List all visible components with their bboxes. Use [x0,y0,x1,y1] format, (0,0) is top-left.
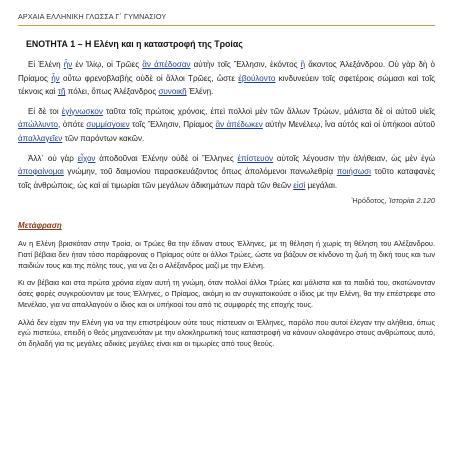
highlighted-verb: ἢ [300,60,306,69]
text-segment: κινδυνεύειν τοῖς σφετέροις σώμασι καὶ τοῖς τέκνοις καὶ [18,73,435,97]
text-segment: μεγάλαι. [305,180,338,190]
source-citation [18,196,435,205]
highlighted-verb: ἂν ἀπέδωκεν [215,120,263,130]
highlighted-verb: συνοικῇ [158,87,187,97]
text-segment: τῶν παρόντων κακῶν. [62,133,145,143]
highlighted-verb: ἀπώλλυντο [18,120,59,130]
text-segment: Εἰ Ἑλένη [28,60,64,69]
source-author: Ἡρόδοτος, [351,196,387,206]
text-segment: αὐτοῖς λέγουσιν τὴν ἀλήθειαν, ὡς μὲν ἐγὼ [273,153,435,163]
highlighted-verb: ἂν ἀπέδοσαν [142,60,191,69]
highlighted-verb: τῇ [57,87,66,97]
source-work: Ἱστορίαι 2.120 [388,196,435,206]
highlighted-verb: ποιήσωσι [336,167,371,177]
highlighted-verb: ἀπαλλαγεῖεν [18,133,63,143]
text-segment: ἀποδοῦναι Ἑλένην οὐδὲ οἱ Ἕλληνες [95,153,238,163]
unit-title: ΕΝΟΤΗΤΑ 1 – Η Ελένη και η καταστροφή της Τροίας [26,39,243,49]
text-segment: , ὁπότε [58,120,87,130]
text-segment: πόλει, ὅπως Ἀλέξανδρος [65,87,159,97]
header-rule [18,25,435,26]
text-segment: ἐν Ἰλίῳ, οἱ Τρῶες [72,60,143,69]
text-segment: ταῦτα τοῖς πρώτοις χρόνοις, ἐπεὶ πολλοὶ μὲν τῶν ἄλλων Τρώων, μάλιστα δὲ οἱ αὐτοῦ υἱεῖς [102,106,435,116]
highlighted-verb: ἐβούλοντο [238,73,276,83]
text-segment: Ἑλένῃ. [186,87,214,97]
text-segment: αὐτὴν Μενέλεῳ, ἵνα αὐτός καὶ οἱ ὑπήκοοι αὐτοῦ [262,120,435,130]
highlighted-verb: ἦν [63,60,73,69]
text-segment: τοῖς Ἕλλησιν, Πρίαμος [129,120,216,130]
course-header: ΑΡΧΑΙΑ ΕΛΛΗΝΙΚΗ ΓΛΩΣΣΑ Γ΄ ΓΥΜΝΑΣΙΟΥ [18,12,167,21]
highlighted-verb: εἶχον [77,153,96,163]
text-segment: τοῦτο καταφανὲς τοῖς ἀνθρώποις, ὡς καὶ αἱ τιμωρίαι τῶν μεγάλων ἀδικημάτων παρὰ τῶν θεῶν [18,167,436,190]
highlighted-verb: ἦν [51,73,60,83]
highlighted-verb: ἐπίστευον [237,153,274,163]
text-segment: αὐτὴν τοῖς Ἕλλησιν, ἑκόντος [190,60,301,69]
translation-paragraph-3: Αλλά δεν είχαν την Ελένη για να την επιστρέψουν ούτε τους πίστευαν οι Έλληνες, παρόλο που αυτοί έλεγαν την αλήθεια, όπως εγώ πιστεύω, επειδή ο θεός μηχανευόταν με την ολοκληρωτική τους καταστροφή να κάνουν ολοφάνερο στους ανθρώπους αυτό, ότι δηλαδή για τις μεγάλες αδικίες μεγάλες είναι και οι τιμωρίες από τους θεούς. [18,317,435,348]
text-segment: γνώμην, τοῦ δαιμονίου παρασκευάζοντος ὅπως ἀπολόμενοι πανωλεθρίᾳ [63,167,337,177]
text-segment: οὕτω φρενοβλαβὴς οὐδὲ οἱ ἄλλοι Τρῶες, ὥστε [59,73,239,83]
greek-paragraph-2 [18,105,435,146]
highlighted-verb: ἐγίγνωσκον [61,106,103,116]
translation-title: Μετάφραση [18,221,62,231]
greek-paragraph-1 [18,58,435,99]
highlighted-verb: ἀποφαίνομαι [18,167,64,177]
text-segment: Ἀλλ᾿ οὐ γὰρ [28,153,78,163]
text-segment: ἄκοντος Ἀλεξάνδρου. Οὐ γὰρ δὴ ὁ Πρίαμος [18,60,436,83]
highlighted-verb: εἰσὶ [293,180,306,190]
greek-paragraph-3 [18,152,435,193]
text-segment: Εἰ δὲ τοι [28,106,62,116]
highlighted-verb: συμμίσγοιεν [86,120,130,130]
translation-paragraph-1: Αν η Ελένη βρισκόταν στην Τροία, οι Τρώες θα την έδιναν στους Έλληνες, με τη θέληση ή χωρίς τη θέληση του Αλέξανδρου. Γιατί βέβαια δεν ήταν τόσο παράφρονας ο Πρίαμος ούτε οι άλλοι Τρώες, ώστε να βάζουν σε κίνδυνο τη ζωή τη δική τους και των παιδιών τους και της πόλης τους, για να ζει ο Αλέξανδρος μαζί με την Ελένη. [18,239,435,270]
translation-paragraph-2: Κι αν βέβαια και στα πρώτα χρόνια είχαν αυτή τη γνώμη, όταν πολλοί άλλοι Τρώες και μάλιστα και τα παιδιά του, σκοτώνονταν όσες φορές συγκρούονταν με τους Έλληνες, ο Πρίαμος, ακόμη κι αν συγκατοικούσε ο ίδιος με την Ελένη, θα την επέστρεφε στο Μενέλαο, για να απαλλαγούν ο ίδιος και οι υπήκοοί του από τις συμφορές της εποχής τους. [18,278,435,309]
